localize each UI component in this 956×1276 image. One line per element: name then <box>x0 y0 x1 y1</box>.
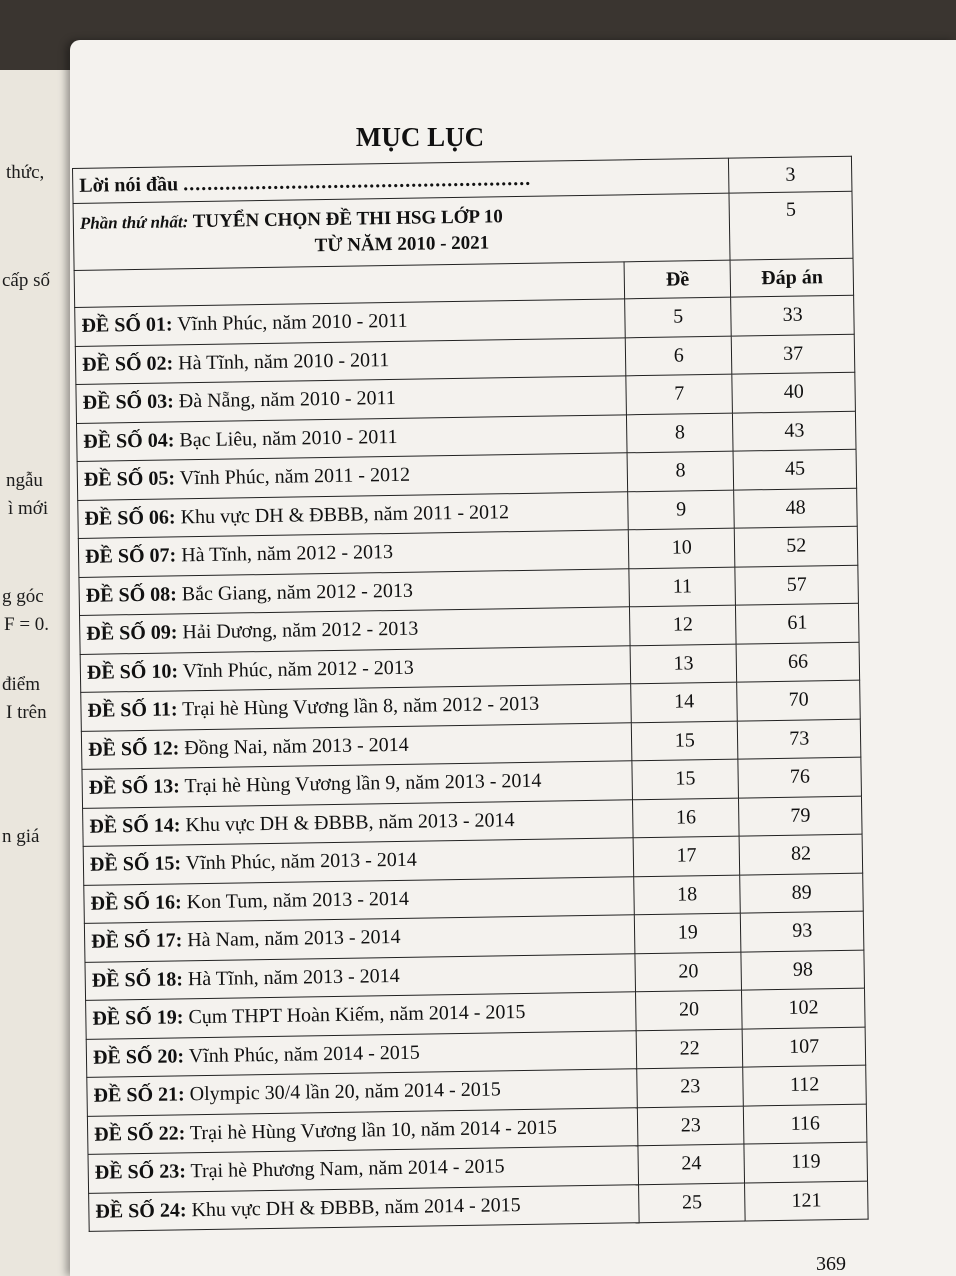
entry-de-page: 16 <box>633 798 740 838</box>
entry-de-page: 8 <box>626 413 733 453</box>
entry-answer-page: 37 <box>732 334 855 374</box>
entry-label: ĐỀ SỐ 05: <box>83 467 176 492</box>
entry-text: Khu vực DH & ĐBBB, năm 2013 - 2014 <box>185 808 515 837</box>
entry-text: Vĩnh Phúc, năm 2014 - 2015 <box>188 1041 420 1068</box>
entry-answer-page: 89 <box>740 873 863 913</box>
entry-text: Trại hè Hùng Vương lần 9, năm 2013 - 2014 <box>184 769 542 798</box>
entry-answer-page: 45 <box>733 449 856 489</box>
part-prefix: Phần thứ nhất: <box>79 212 189 233</box>
entry-label: ĐỀ SỐ 15: <box>89 852 182 877</box>
entry-label: ĐỀ SỐ 23: <box>94 1160 187 1185</box>
entry-answer-page: 112 <box>743 1065 866 1105</box>
entry-title-cell <box>89 1184 640 1231</box>
entry-text: Trại hè Hùng Vương lần 8, năm 2012 - 2013 <box>182 692 540 721</box>
entry-label: ĐỀ SỐ 22: <box>94 1122 186 1146</box>
entry-text: Vĩnh Phúc, năm 2012 - 2013 <box>182 656 414 683</box>
entry-de-page: 8 <box>627 451 734 491</box>
entry-answer-page: 33 <box>731 295 854 335</box>
entry-answer-page: 40 <box>732 372 855 412</box>
entry-answer-page: 79 <box>739 796 862 836</box>
entry-de-page: 15 <box>632 759 739 799</box>
entry-answer-page: 66 <box>736 642 859 682</box>
entry-label: ĐỀ SỐ 11: <box>87 698 178 723</box>
entry-answer-page: 43 <box>733 411 856 451</box>
entry-answer-page: 73 <box>738 719 861 759</box>
intro-label: Lời nói đầu <box>79 172 179 197</box>
entry-text: Kon Tum, năm 2013 - 2014 <box>186 887 410 914</box>
entry-answer-page: 119 <box>744 1142 867 1182</box>
entry-label: ĐỀ SỐ 09: <box>86 621 178 646</box>
header-answer: Đáp án <box>730 258 853 297</box>
entry-text: Cụm THPT Hoàn Kiếm, năm 2014 - 2015 <box>188 1001 526 1029</box>
entry-de-page: 25 <box>639 1183 746 1223</box>
entry-de-page: 17 <box>633 836 740 876</box>
entry-answer-page: 82 <box>739 834 862 874</box>
entry-text: Hà Tĩnh, năm 2010 - 2011 <box>178 348 390 375</box>
entry-text: Olympic 30/4 lần 20, năm 2014 - 2015 <box>189 1078 501 1106</box>
entry-text: Bắc Giang, năm 2012 - 2013 <box>181 579 414 606</box>
left-text-fragment: I trên <box>6 702 47 723</box>
entry-answer-page: 70 <box>737 680 860 720</box>
entry-de-page: 12 <box>630 605 737 645</box>
entry-answer-page: 57 <box>735 565 858 605</box>
left-text-fragment: điểm <box>2 674 40 695</box>
entry-text: Hải Dương, năm 2012 - 2013 <box>182 617 419 644</box>
entry-answer-page: 52 <box>735 526 858 566</box>
entry-answer-page: 93 <box>741 911 864 951</box>
entry-label: ĐỀ SỐ 03: <box>82 390 174 415</box>
entry-answer-page: 121 <box>745 1181 868 1221</box>
intro-dots: .......................................................... <box>182 167 532 195</box>
entry-label: ĐỀ SỐ 18: <box>91 968 184 992</box>
entry-de-page: 22 <box>636 1029 743 1069</box>
entry-label: ĐỀ SỐ 14: <box>89 814 181 838</box>
entry-de-page: 20 <box>635 952 742 992</box>
entry-answer-page: 76 <box>738 757 861 797</box>
entry-label: ĐỀ SỐ 10: <box>86 660 179 684</box>
left-text-fragment: ngẫu <box>6 470 43 491</box>
entry-answer-page: 61 <box>736 603 859 643</box>
entry-de-page: 9 <box>628 490 735 530</box>
entry-de-page: 10 <box>628 528 735 568</box>
entry-label: ĐỀ SỐ 01: <box>81 313 173 338</box>
entry-de-page: 11 <box>629 567 736 607</box>
entry-de-page: 23 <box>637 1106 744 1146</box>
entry-de-page: 5 <box>625 297 732 337</box>
entry-label: ĐỀ SỐ 02: <box>81 352 174 376</box>
entry-de-page: 14 <box>631 682 738 722</box>
entry-de-page: 7 <box>626 374 733 414</box>
entry-answer-page: 116 <box>744 1104 867 1144</box>
entry-label: ĐỀ SỐ 21: <box>93 1083 185 1108</box>
entry-answer-page: 48 <box>734 488 857 528</box>
entry-text: Bạc Liêu, năm 2010 - 2011 <box>179 425 398 452</box>
entry-label: ĐỀ SỐ 08: <box>85 583 178 607</box>
entry-text: Vĩnh Phúc, năm 2011 - 2012 <box>179 463 411 490</box>
entry-de-page: 19 <box>634 913 741 953</box>
entry-text: Hà Tĩnh, năm 2012 - 2013 <box>181 541 394 567</box>
entry-de-page: 24 <box>638 1144 745 1184</box>
entry-label: ĐỀ SỐ 06: <box>84 506 176 530</box>
entry-text: Vĩnh Phúc, năm 2013 - 2014 <box>185 848 417 875</box>
left-text-fragment: ì mới <box>8 498 49 519</box>
entry-label: ĐỀ SỐ 19: <box>92 1006 184 1031</box>
entry-label: ĐỀ SỐ 20: <box>92 1045 185 1069</box>
book-page <box>70 40 956 1276</box>
left-text-fragment: cấp số <box>2 270 51 291</box>
entry-label: ĐỀ SỐ 16: <box>90 891 182 915</box>
part-title-line1: TUYỂN CHỌN ĐỀ THI HSG LỚP 10 <box>192 206 503 233</box>
table-of-contents <box>72 156 869 1232</box>
entry-de-page: 15 <box>631 721 738 761</box>
entry-text: Vĩnh Phúc, năm 2010 - 2011 <box>177 309 408 336</box>
entry-text: Khu vực DH & ĐBBB, năm 2011 - 2012 <box>180 500 510 529</box>
left-text-fragment: n giá <box>2 826 40 847</box>
left-text-fragment: F = 0. <box>4 614 50 635</box>
entry-text: Đồng Nai, năm 2013 - 2014 <box>184 733 409 760</box>
entry-label: ĐỀ SỐ 12: <box>87 737 180 761</box>
entry-de-page: 13 <box>630 644 737 684</box>
entry-answer-page: 107 <box>743 1027 866 1067</box>
entry-text: Trại hè Hùng Vương lần 10, năm 2014 - 2015 <box>189 1116 558 1145</box>
entry-label: ĐỀ SỐ 13: <box>88 775 181 800</box>
header-de: Đề <box>624 260 731 299</box>
entry-answer-page: 102 <box>742 988 865 1028</box>
entry-label: ĐỀ SỐ 04: <box>83 429 175 453</box>
part-page: 5 <box>729 191 853 260</box>
page-title: MỤC LỤC <box>355 122 485 152</box>
left-text-fragment: g góc <box>2 586 44 607</box>
entry-answer-page: 98 <box>741 950 864 990</box>
entry-de-page: 23 <box>637 1067 744 1107</box>
left-text-fragment: thức, <box>6 162 45 183</box>
entry-label: ĐỀ SỐ 07: <box>84 544 177 569</box>
entry-de-page: 6 <box>625 336 732 376</box>
part-title-line2: TỪ NĂM 2010 - 2021 <box>314 232 490 257</box>
page-number: 369 <box>816 1253 846 1275</box>
entry-text: Đà Nẵng, năm 2010 - 2011 <box>178 387 396 413</box>
intro-page: 3 <box>729 156 852 193</box>
toc-table <box>72 156 869 1232</box>
entry-text: Hà Nam, năm 2013 - 2014 <box>187 926 401 952</box>
entry-label: ĐỀ SỐ 24: <box>95 1199 187 1223</box>
entry-label: ĐỀ SỐ 17: <box>90 929 183 954</box>
entry-text: Hà Tĩnh, năm 2013 - 2014 <box>187 964 400 991</box>
entry-text: Trại hè Phương Nam, năm 2014 - 2015 <box>190 1155 505 1183</box>
entry-de-page: 20 <box>636 990 743 1030</box>
entry-text: Khu vực DH & ĐBBB, năm 2014 - 2015 <box>191 1193 521 1221</box>
entry-de-page: 18 <box>634 875 741 915</box>
part-row <box>73 191 853 270</box>
part-cell <box>73 193 730 270</box>
